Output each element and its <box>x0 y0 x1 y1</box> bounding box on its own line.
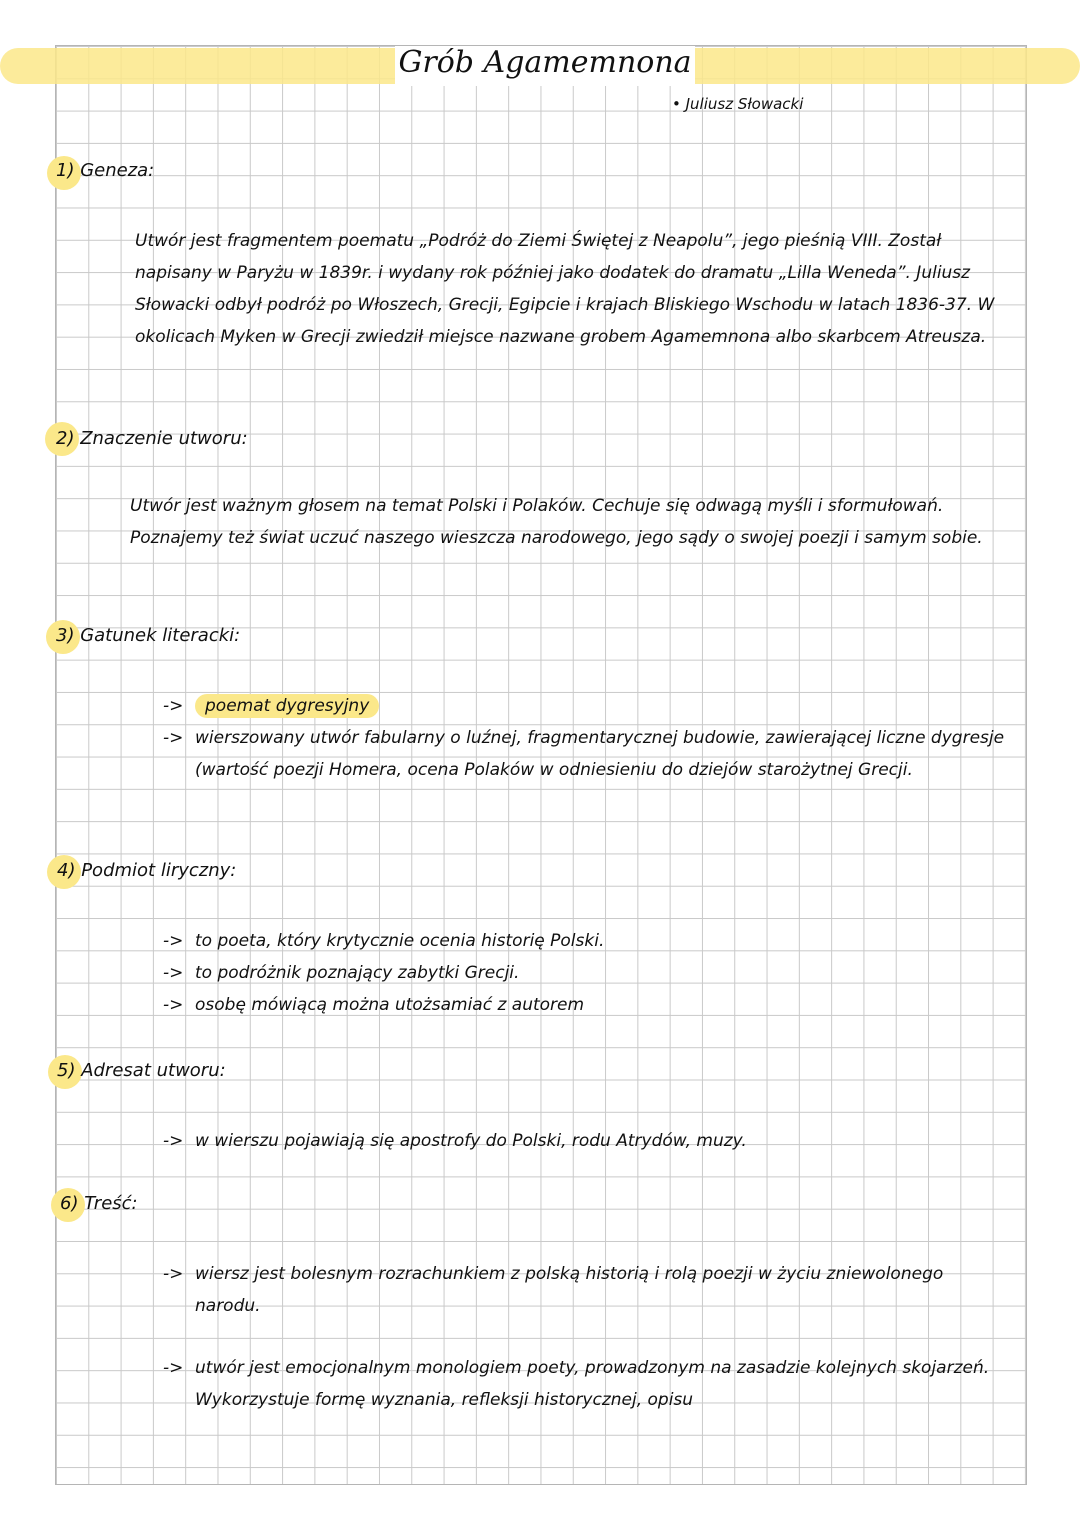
page-title: Grób Agamemnona <box>398 45 692 80</box>
section-1-heading: 1) Geneza: <box>56 160 155 181</box>
section-1-text: Utwór jest fragmentem poematu „Podróż do Ziemi Świętej z Neapolu”, jego pieśnią VIII. Został napisany w Paryżu w 1839r. i wydany rok później jako dodatek do dramatu „Lilla Weneda”. Juliusz Słowacki odbył podróż po Włoszech, Grecji, Egipcie i krajach Bliskiego Wschodu w latach 1836-37. W okolicach Myken w Grecji zwiedził miejsce nazwane grobem Agamemnona albo skarbcem Atreusza. <box>135 231 995 347</box>
list-item-text: to poeta, który krytycznie ocenia historię Polski. <box>195 931 605 951</box>
list-item <box>163 722 1013 786</box>
list-item <box>163 957 1013 989</box>
arrow-icon: -> <box>163 995 184 1015</box>
list-item <box>163 1258 1013 1322</box>
list-item-text: utwór jest emocjonalnym monologiem poety, prowadzonym na zasadzie kolejnych skojarzeń. Wykorzystuje formę wyznania, refleksji historycznej, opisu <box>195 1358 990 1410</box>
section-4-list <box>163 925 1013 1021</box>
section-6-list <box>163 1258 1013 1416</box>
arrow-icon: -> <box>163 963 184 983</box>
arrow-icon: -> <box>163 1264 184 1284</box>
arrow-icon: -> <box>163 931 184 951</box>
section-2-heading: 2) Znaczenie utworu: <box>56 428 248 449</box>
list-item-text: osobę mówiącą można utożsamiać z autorem <box>195 995 585 1015</box>
section-2-text: Utwór jest ważnym głosem na temat Polski i Polaków. Cechuje się odwagą myśli i sformułowań. Poznajemy też świat uczuć naszego wieszcza narodowego, jego sądy o swojej poezji i samym sobie. <box>130 496 983 548</box>
list-item <box>163 925 1013 957</box>
arrow-icon: -> <box>163 1131 184 1151</box>
list-item-text: wiersz jest bolesnym rozrachunkiem z polską historią i rolą poezji w życiu zniewolonego narodu. <box>195 1264 944 1316</box>
section-3-list <box>163 690 1013 786</box>
section-5-list <box>163 1125 1013 1157</box>
list-item-text: to podróżnik poznający zabytki Grecji. <box>195 963 520 983</box>
list-item-text: w wierszu pojawiają się apostrofy do Polski, rodu Atrydów, muzy. <box>195 1131 747 1151</box>
list-item-text: wierszowany utwór fabularny o luźnej, fragmentarycznej budowie, zawierającej liczne dygresje (wartość poezji Homera, ocena Polaków w odniesieniu do dziejów starożytnej Grecji. <box>195 728 1005 780</box>
list-item <box>163 989 1013 1021</box>
section-6-heading: 6) Treść: <box>60 1193 138 1214</box>
arrow-icon: -> <box>163 696 184 716</box>
arrow-icon: -> <box>163 1358 184 1378</box>
list-item-text: poemat dygresyjny <box>195 694 379 718</box>
author-name: • Juliusz Słowacki <box>672 95 804 113</box>
section-4-heading: 4) Podmiot liryczny: <box>57 860 237 881</box>
list-item <box>163 1125 1013 1157</box>
section-3-heading: 3) Gatunek literacki: <box>56 625 241 646</box>
list-item <box>163 690 1013 722</box>
list-item <box>163 1352 1013 1416</box>
section-5-heading: 5) Adresat utworu: <box>57 1060 226 1081</box>
arrow-icon: -> <box>163 728 184 748</box>
